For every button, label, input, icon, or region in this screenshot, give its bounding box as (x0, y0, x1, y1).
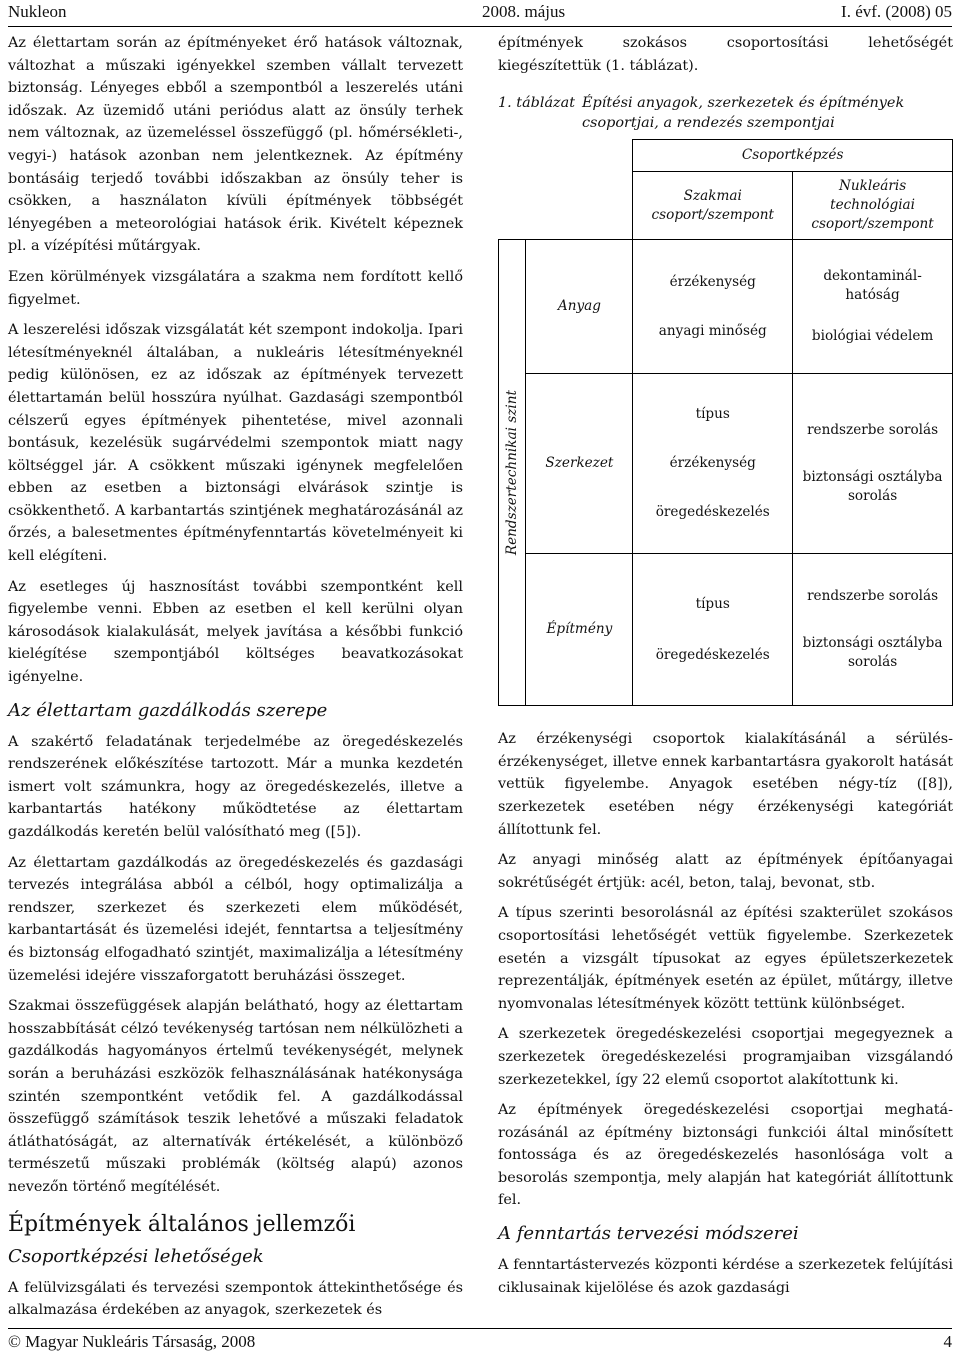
paragraph: Szakmai összefüggések alapján belátható, hogy az élettartam hosszabbítását célzó tevékenység tartósan nem nélkülözheti a gazdálkodás hagyományos értelmű tevékenységét, melynek során a beruházási eszközök felhasználásának hatékonysága szintén szempontként vetődik fel. A gazdálkodással összefüggő számítások teszik lehetővé a műszaki feladatok átláthatóságát, az alternatívák értékelését, a különböző természetű műszaki problémák (költség alapú) azonos nevezőn történő megítélését. (8, 998, 463, 1195)
table-cell (633, 240, 793, 374)
table-number: 1. táblázat (498, 95, 576, 112)
section-heading: A fenntartás tervezési módszerei (498, 1223, 799, 1245)
cell-item: típus (695, 595, 730, 612)
paragraph: Az esetleges új hasznosítást további szempontként kell figyelembe venni. Ebben az esetben el kell kerülni olyan károsodások kialakulását, melyek javítása a későbbi funkció kielégítése szempontjából költséges beavatkozásokat igényelne. (8, 578, 463, 686)
cell-item: rendszerbe sorolás (807, 588, 939, 605)
table-cell (633, 554, 793, 706)
cell-item: anyagi minőség (658, 322, 767, 339)
page-header (8, 0, 952, 24)
paragraph: építmények szokásos csoportosítási lehetőségét kiegészítettük (1. táblázat). (498, 35, 953, 74)
table-cell (633, 374, 793, 554)
paragraph: A felülvizsgálati és tervezési szempontok áttekinthetősége és alkalmazása érdekében az anyagok, szerkezetek és (8, 1279, 463, 1319)
table-cell (793, 240, 953, 374)
paragraph: A leszerelési időszak vizsgálatát két szempont indokolja. Ipari létesítményeknél általában, a nukleáris létesítményeknél pedig különösen, ez az időszak az építmények tervezett élettartamán belül hosszúra nyúlhat. Gazdasági szempontból célszerű egyes építmények pihentetése, mivel azonnali bontásuk, kezelésük sugárvédelmi szempontok miatt nagy költséggel jár. A csökkent műszaki igénynek megfelelően ebben az esetben a biztonsági elvárások szintje is csökkenthető. A karbantartás szintjének meghatározásánál az őrzés, a balesetmentes építményfenntartás követelményeit ki kell elégíteni. (8, 322, 463, 565)
group-header: Csoportképzés (633, 140, 953, 172)
paragraph: Az élettartam során az építményeket érő hatások változnak, változhat a műszaki igényekkel szemben vállalt tervezett biztonság. Lényeges ebből a szempontból a leszerelés utáni időszak. Az üzemidő utáni periódus alatt az önsúly terhek nem változnak, az üzemeléssel összefüggő (pl. hőmérsékleti-, vegyi-) hatások azonban nem jelentkeznek. Az építmény bontásáig terjedő további időszakban az önsúly teher is csökken, a használaton kívüli építmények többségét lényegében a meteorológiai hatások érik. Kivételt képeznek pl. a vízépítési műtárgyak. (8, 35, 463, 255)
right-column (498, 32, 953, 1307)
paragraph: A szerkezetek öregedéskezelési csoportjai megegyeznek a szerkezetek öregedéskezelési programjaiban vizsgálandó szerkezetekkel, így 22 elemű csoportot alakítottunk ki. (498, 1026, 953, 1088)
chapter-heading: Építmények általános jellemzői (8, 1211, 356, 1237)
table-cell (793, 374, 953, 554)
row-label: Szerkezet (526, 374, 633, 554)
cell-item: érzékenység (669, 273, 756, 290)
section-heading: Csoportképzési lehetőségek (8, 1245, 264, 1267)
cell-item: rendszerbe sorolás (807, 422, 939, 439)
cell-item: típus (695, 406, 730, 423)
page-footer (8, 1332, 952, 1352)
left-column (8, 32, 463, 1330)
table-title: Építési anyagok, szerkezetek és építmények csoportjai, a rendezés szempontjai (582, 95, 905, 132)
row-axis-cell (499, 240, 526, 706)
footer-divider (8, 1328, 952, 1329)
grouping-table (498, 139, 953, 706)
paragraph: Az érzékenységi csoportok kialakításánál a sérülés-érzékenységet, illetve ennek karbantartásra gyakorolt hatását vettük figyelembe. Anyagok esetében négy-tíz ([8]), szerkezetek esetében négy érzékenységi kategóriát állítottunk fel. (498, 731, 953, 838)
paragraph: Az anyagi minőség alatt az építmények építőanyagai sokrétűségét értjük: acél, beton, talaj, bevonat, stb. (498, 852, 953, 891)
cell-item: öregedéskezelés (655, 646, 770, 663)
paragraph: Ezen körülmények vizsgálatára a szakma nem fordított kellő figyelmet. (8, 268, 463, 308)
column-header-professional: Szakmai csoport/szempont (633, 172, 793, 240)
table-corner (499, 140, 633, 240)
cell-item: biztonsági osztályba sorolás (802, 635, 943, 671)
cell-item: dekontaminál-hatóság (823, 268, 922, 304)
paragraph: A fenntartástervezés központi kérdése a szerkezetek felújítási ciklusainak kijelölése és azok gazdasági (498, 1257, 953, 1296)
paragraph: Az élettartam gazdálkodás az öregedéskezelés és gazdasági tervezés integrálása abból a célból, hogy optimalizálja a rendszer, szerkezet és szerkezeti elem működését, karbantartását és üzemelési idejét, fenntartsa a teljesítmény és biztonság elfogadható szintjét, maximalizálja a létesítmény üzemelési idejére visszaforgatott beruházási összeget. (8, 854, 463, 984)
table-cell (793, 554, 953, 706)
cell-item: biológiai védelem (811, 328, 934, 345)
paragraph: A szakértő feladatának terjedelmébe az öregedéskezelés rendszerének előkészítése tartozott. Már a munka kezdetén ismert volt számunkra, hogy az öregedéskezelés, illetve a karbantartás hatékony működtetése az élettartam gazdálkodás keretén belül valósítható meg ([5]). (8, 733, 463, 840)
cell-item: érzékenység (669, 455, 756, 472)
cell-item: biztonsági osztályba sorolás (802, 469, 943, 505)
row-axis-label: Rendszertechnikai szint (503, 390, 520, 556)
journal-name: Nukleon (8, 2, 67, 21)
copyright: © Magyar Nukleáris Társaság, 2008 (8, 1332, 256, 1351)
paragraph: Az építmények öregedéskezelési csoportjai meghatá-rozásánál az építmény biztonsági funkciói által minősített fontossága és az öregedéskezelés hasonlósága volt a besorolás szempontja, mely alapján hat kategóriát állítottunk fel. (498, 1102, 953, 1209)
column-header-nuclear: Nukleáris technológiai csoport/szempont (793, 172, 953, 240)
header-divider (8, 26, 952, 27)
row-label: Anyag (526, 240, 633, 374)
row-label: Építmény (526, 554, 633, 706)
table-caption (498, 93, 953, 133)
volume-info: I. évf. (2008) 05 (841, 2, 952, 21)
issue-date: 2008. május (482, 2, 566, 21)
cell-item: öregedéskezelés (655, 504, 770, 521)
section-heading: Az élettartam gazdálkodás szerepe (8, 699, 328, 721)
page-number: 4 (943, 1332, 952, 1351)
paragraph: A típus szerinti besorolásnál az építési szakterület szokásos csoportosítási lehetőségét vettük figyelembe. Szerkezetek esetén a vizsgált típusokat az egyes épületszerkezetek reprezentálják, építmények esetén az épület, műtárgy, illetve nyomvonalas létesítmények között tettünk különbséget. (498, 905, 953, 1012)
